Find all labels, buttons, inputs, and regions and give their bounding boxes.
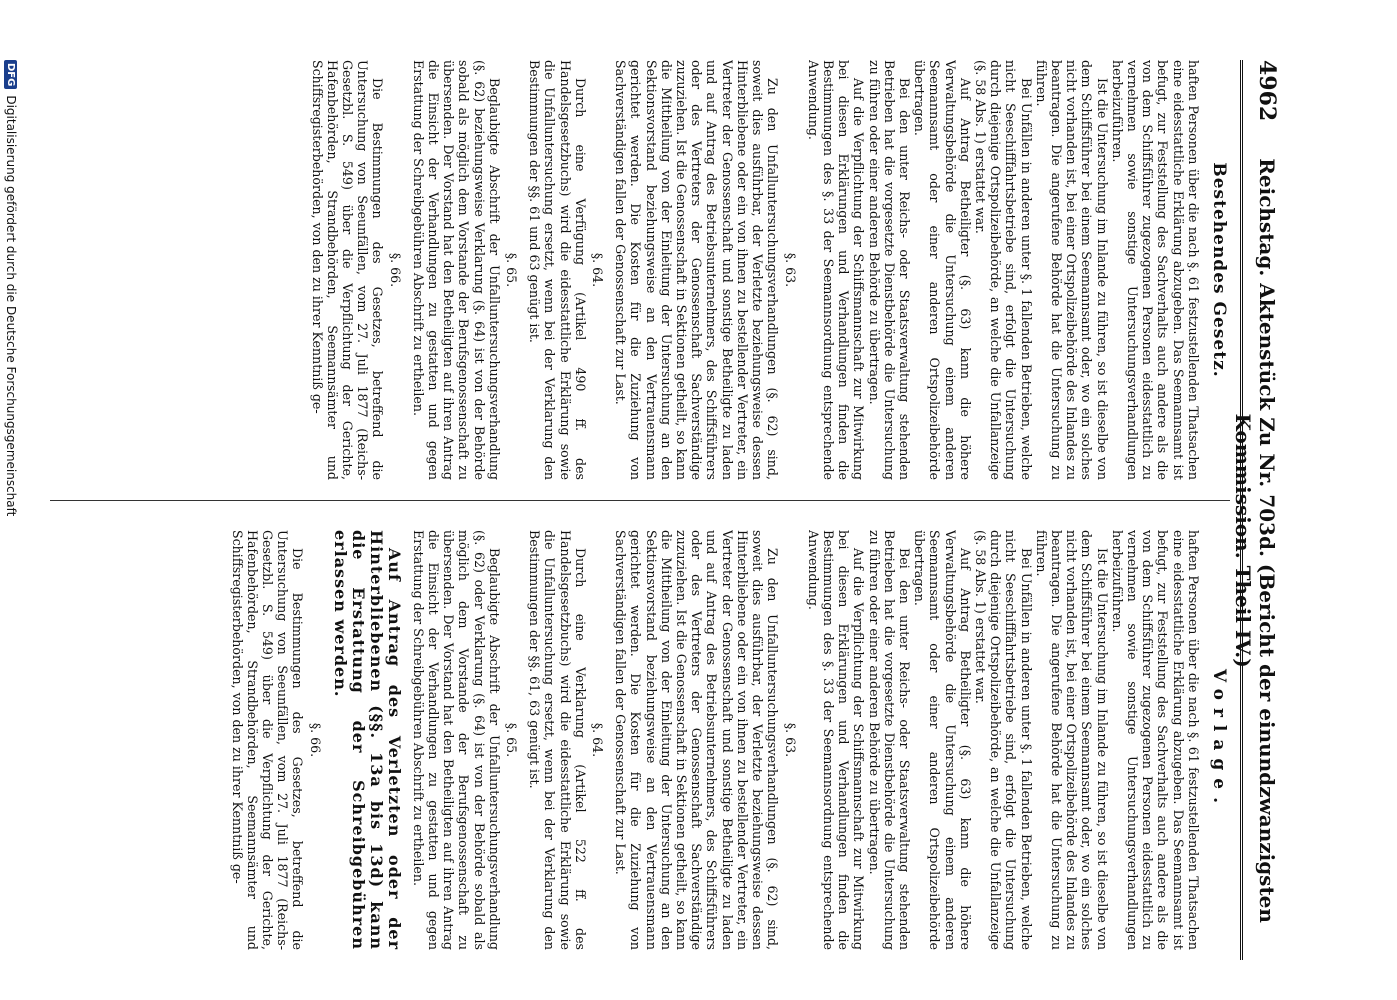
paragraph: Auf die Verpflichtung der Schiffsmannschaft zur Mitwirkung bei diesen Erklärungen und Verhandlungen finden die Bestimmungen des §. 33 der Seemannsordnung entsprechende Anwendung. [805, 60, 867, 480]
section-text-66: Die Bestimmungen des Gesetzes, betreffend die Untersuchung von Seeunfällen, vom 27. Juli 1877 (Reichs-Gesetzbl. S. 549) über die Verpflichtung der Gerichte, Hafenbehörden, Strandbehörden, Seemannsämter und Schiffsregisterbehörden, von den zu ihrer Kenntniß ge- [229, 530, 306, 950]
right-column-proposal [50, 530, 1230, 950]
section-text-63: Zu den Unfalluntersuchungsverhandlungen (§. 62) sind, soweit dies ausführbar, der Verletzte beziehungsweise dessen Hinterbliebene oder ein von ihnen zu bestellender Vertreter, ein Vertreter der Genossenschaft und sonstige Betheiligte zu laden und auf Antrag des Betriebsunternehmers, des Schiffsführers oder des Vertreters der Genossenschaft Sachverständige zuzuziehen. Ist die Genossenschaft in Sektionen getheilt, so kann die Mittheilung von der Einleitung der Untersuchung an den Sektionsvorstand beziehungsweise an den Vertrauensmann gerichtet werden. Die Kosten für die Zuziehung von Sachverständigen fallen der Genossenschaft zur Last. [613, 530, 781, 950]
section-label-66: §. 66. [387, 252, 403, 288]
credit-text: Digitalisierung gefördert durch die Deutsche Forschungsgemeinschaft [4, 95, 18, 517]
paragraph: Bei Unfällen in anderen unter §. 1 fallenden Betrieben, welche nicht Seeschifffahrtsbetriebe sind, erfolgt die Untersuchung durch diejenige Ortspolizeibehörde, an welche die Unfallanzeige (§. 58 Abs. 1) erstattet war. [972, 530, 1034, 950]
paragraph: Auf Antrag Betheiligter (§. 63) kann die höhere Verwaltungsbehörde die Untersuchung einem anderen Seemannsamt oder einer anderen Ortspolizeibehörde übertragen. [912, 60, 973, 480]
paragraph: Bei den unter Reichs- oder Staatsverwaltung stehenden Betrieben hat die vorgesetzte Dienstbehörde die Untersuchung zu führen oder einer anderen Behörde zu übertragen. [866, 60, 912, 480]
section-text-64: Durch eine Verklarung (Artikel 522 ff. des Handelsgesetzbuchs) wird die eidesstattliche Erklärung sowie die Unfalluntersuchung ersetzt, wenn bei der Verklarung den Bestimmungen der §§. 61, 63 genügt ist. [527, 530, 588, 950]
section-text-65: Beglaubigte Abschrift der Unfalluntersuchungsverhandlung (§. 62) oder Verklarung (§. 64) ist von der Behörde sobald als möglich dem Vorstande der Berufsgenossenschaft zu übersenden. Der Vorstand hat den Betheiligten auf ihren Antrag die Einsicht der Verhandlungen zu gestatten und gegen Erstattung der Schreibgebühren Abschrift zu ertheilen. [410, 530, 502, 950]
section-text-63: Zu den Unfalluntersuchungsverhandlungen (§. 62) sind, soweit dies ausführbar, der Verletzte beziehungsweise dessen Hinterbliebene oder ein von ihnen zu bestellender Vertreter, ein Vertreter der Genossenschaft und sonstige Betheiligte zu laden und auf Antrag des Betriebsunternehmers, des Schiffsführers oder des Vertreters der Genossenschaft Sachverständige zuzuziehen. Ist die Genossenschaft in Sektionen getheilt, so kann die Mittheilung von der Einleitung der Untersuchung an den Sektionsvorstand beziehungsweise an den Vertrauensmann gerichtet werden. Die Kosten für die Zuziehung von Sachverständigen fallen der Genossenschaft zur Last. [613, 60, 781, 480]
left-column-heading: Bestehendes Gesetz. [1209, 162, 1229, 378]
amendment-bold-text: Auf Antrag des Verletzten oder der Hinterbliebenen (§§. 13a bis 13d) kann die Erstattung der Schreibgebühren erlassen werden. [330, 530, 404, 950]
column-divider [50, 500, 1230, 501]
paragraph: Bei Unfällen in anderen unter §. 1 fallenden Betrieben, welche nicht Seeschifffahrtsbetriebe sind, erfolgt die Untersuchung durch diejenige Ortspolizeibehörde, an welche die Unfallanzeige (§. 58 Abs. 1) erstattet war. [972, 60, 1034, 480]
digitization-credit [4, 60, 18, 960]
section-text-64: Durch eine Verfügung (Artikel 490 ff. des Handelsgesetzbuchs) wird die eidesstattliche Erklärung sowie die Unfalluntersuchung ersetzt, wenn bei der Verklarung den Bestimmungen der §§. 61 und 63 genügt ist. [527, 60, 588, 480]
section-text-65: Beglaubigte Abschrift der Unfalluntersuchungsverhandlung (§. 62) beziehungsweise Verklarung (§. 64) ist von der Behörde sobald als möglich dem Vorstande der Berufsgenossenschaft zu übersenden. Der Vorstand hat den Betheiligten auf ihren Antrag die Einsicht der Verhandlungen zu gestatten und gegen Erstattung der Schreibgebühren Abschrift zu ertheilen. [410, 60, 502, 480]
dfg-logo: DFG [5, 60, 18, 89]
paragraph: Ist die Untersuchung im Inlande zu führen, so ist dieselbe von dem Schiffsführer bei einem Seemannsamt oder, wo ein solches nicht vorhanden ist, bei einer Ortspolizeibehörde des Inlandes zu beantragen. Die angerufene Behörde hat die Untersuchung zu führen. [1033, 530, 1110, 950]
page-number: 4962 [1254, 60, 1280, 122]
section-label-65: §. 65. [504, 252, 520, 288]
section-label-64: §. 64. [590, 722, 606, 758]
paragraph: haften Personen über die nach §. 61 festzustellenden Thatsachen eine eidesstattliche Erklärung abzugeben. Das Seemannsamt ist befugt, zur Feststellung des Sachverhalts auch andere als die von dem Schiffsführer zugezogenen Personen eidesstattlich zu vernehmen sowie sonstige Untersuchungsverhandlungen herbeizuführen. [1109, 60, 1201, 480]
right-column-heading: Vorlage. [1209, 668, 1229, 812]
paragraph: Ist die Untersuchung im Inlande zu führen, so ist dieselbe von dem Schiffsführer bei einem Seemannsamt oder, wo ein solches nicht vorhanden ist, bei einer Ortspolizeibehörde des Inlandes zu beantragen. Die angerufene Behörde hat die Untersuchung zu führen. [1033, 60, 1110, 480]
section-label-63: §. 63. [782, 252, 798, 288]
section-text-66: Die Bestimmungen des Gesetzes, betreffend die Untersuchung von Seeunfällen, vom 27. Juli 1877 (Reichs-Gesetzbl. S. 549) über die Verpflichtung der Gerichte, Hafenbehörden, Strandbehörden, Seemannsämter und Schiffsregisterbehörden, von den zu ihrer Kenntniß ge- [309, 60, 386, 480]
section-label-64: §. 64. [590, 252, 606, 288]
section-label-65: §. 65. [504, 722, 520, 758]
paragraph: haften Personen über die nach §. 61 festzustellenden Thatsachen eine eidesstattliche Erklärung abzugeben. Das Seemannsamt ist befugt, zur Feststellung des Sachverhalts auch andere als die von dem Schiffsführer zugezogenen Personen eidesstattlich zu vernehmen sowie sonstige Untersuchungsverhandlungen herbeizuführen. [1109, 530, 1201, 950]
paragraph: Auf Antrag Betheiligter (§. 63) kann die höhere Verwaltungsbehörde die Untersuchung einem anderen Seemannsamt oder einer anderen Ortspolizeibehörde übertragen. [912, 530, 973, 950]
section-label-63: §. 63. [782, 722, 798, 758]
paragraph: Auf die Verpflichtung der Schiffsmannschaft zur Mitwirkung bei diesen Erklärungen und Verhandlungen finden die Bestimmungen des §. 33 der Seemannsordnung entsprechende Anwendung. [805, 530, 867, 950]
page-header [1231, 60, 1280, 960]
section-label-66: §. 66. [307, 722, 323, 758]
paragraph: Bei den unter Reichs- oder Staatsverwaltung stehenden Betrieben hat die vorgesetzte Dienstbehörde die Untersuchung zu führen oder einer anderen Behörde zu übertragen. [866, 530, 912, 950]
left-column-existing-law [50, 60, 1230, 480]
page-title: Reichstag. Aktenstück Zu Nr. 703d. (Bericht der einundzwanzigsten Kommission. Theil IV.) [1231, 158, 1279, 923]
